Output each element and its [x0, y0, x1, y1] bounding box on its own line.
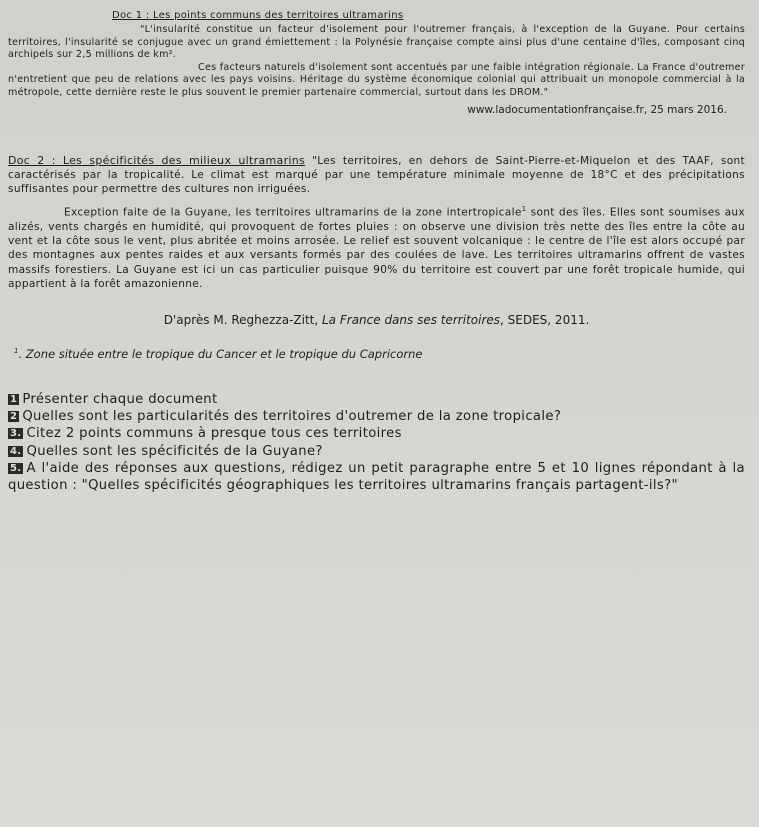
question-item: [8, 425, 745, 442]
footnote-reference: 1: [521, 205, 527, 214]
footnote: [14, 347, 745, 361]
question-text: Quelles sont les spécificités de la Guyane?: [26, 443, 323, 459]
question-number: 4.: [10, 445, 22, 457]
doc2-paragraph-2-part-a: Exception faite de la Guyane, les territoires ultramarins de la zone intertropicale: [64, 206, 522, 219]
doc1-title: Doc 1 : Les points communs des territoires ultramarins: [112, 10, 404, 21]
doc2-title: Doc 2 : Les spécificités des milieux ultramarins: [8, 153, 306, 167]
question-item: [8, 460, 745, 494]
questions-list: [8, 391, 745, 494]
question-number: 1: [10, 393, 18, 405]
question-number: 5.: [10, 462, 22, 474]
doc2-source: [8, 313, 745, 327]
doc2-paragraph-1: "Les territoires, en dehors de Saint-Pierre-et-Miquelon et des TAAF, sont caractérisés par la tropicalité. Le climat est marqué par une température minimale moyenne de 18°C et des précipitations suffisantes pour permettre des cultures non irriguées.: [8, 154, 745, 195]
doc2-paragraph-2-part-b: sont des îles. Elles sont soumises aux alizés, vents chargés en humidité, qui provoquent de fortes pluies : on observe une division très nette des îles entre la côte au vent et la côte sous le vent, plus abritée et moins arrosée. Le relief est souvent volcanique : le centre de l'île est alors occupé par des montagnes aux pentes raides et aux versants formés par des coulées de lave. Les territoires ultramarins offrent de vastes massifs forestiers. La Guyane est ici un cas particulier puisque 90% du territoire est couvert par une forêt tropicale humide, qui appartient à la forêt amazonienne.: [8, 206, 745, 290]
question-text: Citez 2 points communs à presque tous ces territoires: [26, 426, 402, 442]
doc1-source: www.ladocumentationfrançaise.fr, 25 mars 2016.: [467, 103, 727, 116]
question-item: [8, 443, 745, 460]
question-text: Présenter chaque document: [22, 391, 218, 407]
question-number: 3.: [10, 428, 22, 440]
question-text: A l'aide des réponses aux questions, rédigez un petit paragraphe entre 5 et 10 lignes répondant à la question : "Quelles spécificités géographiques les territoires ultramarins français partagent-ils?": [8, 460, 745, 493]
document-2: [8, 154, 745, 327]
doc1-paragraph-2: Ces facteurs naturels d'isolement sont accentués par une faible intégration régionale. La France d'outremer n'entretient que peu de relations avec les pays voisins. Héritage du système économique colonial qui attribuait un monopole commercial à la métropole, cette dernière reste le plus souvent le premier partenaire commercial, surtout dans les DROM.": [8, 61, 745, 98]
doc2-source-author: D'après M. Reghezza-Zitt,: [163, 312, 322, 327]
question-item: [8, 408, 745, 425]
document-1: [8, 10, 745, 116]
footnote-text: . Zone située entre le tropique du Cancer et le tropique du Capricorne: [18, 346, 423, 361]
doc2-source-book-title: La France dans ses territoires: [322, 312, 501, 327]
doc2-source-publisher: , SEDES, 2011.: [500, 312, 590, 327]
question-item: [8, 391, 745, 408]
doc2-paragraph-2: [8, 202, 745, 291]
question-number: 2: [10, 411, 18, 423]
question-text: Quelles sont les particularités des territoires d'outremer de la zone tropicale?: [22, 409, 562, 425]
doc1-paragraph-1: "L'insularité constitue un facteur d'isolement pour l'outremer français, à l'exception de la Guyane. Pour certains territoires, l'insularité se conjugue avec un grand émiettement : la Polynésie française compte ainsi plus d'une centaine d'îles, composant cinq archipels sur 2,5 millions de km².: [8, 24, 745, 61]
footnote-marker: 1: [14, 347, 19, 356]
